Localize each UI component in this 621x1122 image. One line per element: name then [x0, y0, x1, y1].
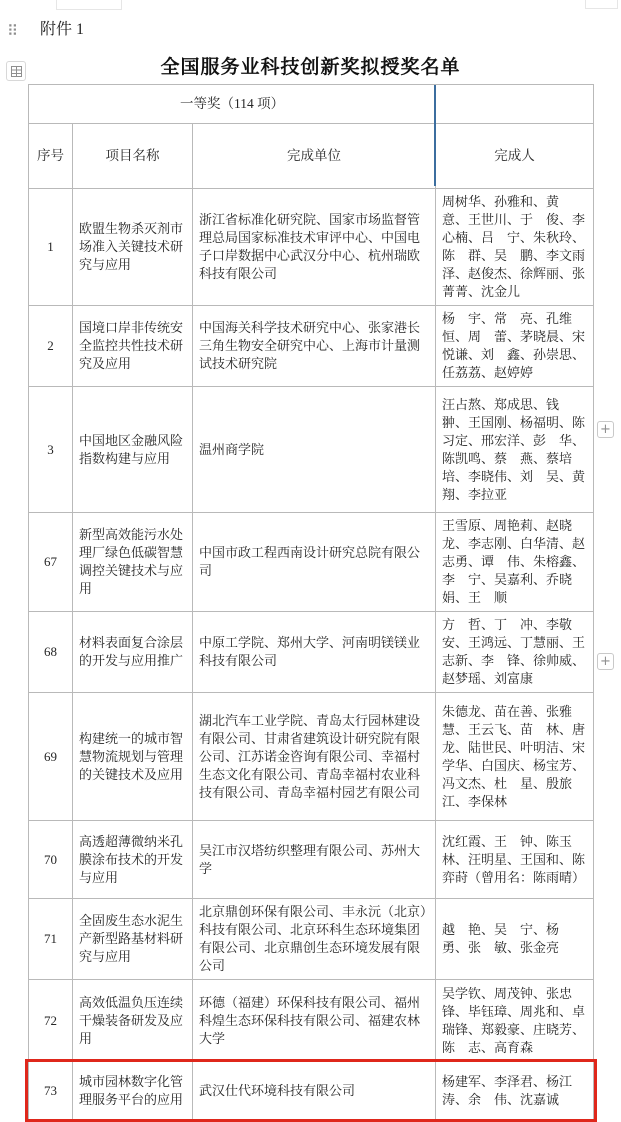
- attachment-label: 附件 1: [40, 21, 85, 38]
- cell-serial-number: 68: [29, 612, 73, 693]
- cell-project-name: 新型高效能污水处理厂绿色低碳智慧调控关键技术与应用: [73, 513, 193, 612]
- cell-completing-organizations: 湖北汽车工业学院、青岛太行园林建设有限公司、甘肃省建筑设计研究院有限公司、江苏诺金咨询有限公司、幸福村生态文化有限公司、青岛幸福村农业科技有限公司、青岛幸福村园艺有限公司: [193, 693, 436, 821]
- cell-project-name: 高透超薄微纳米孔膜涂布技术的开发与应用: [73, 821, 193, 899]
- cell-completing-organizations: 中原工学院、郑州大学、河南明镁镁业科技有限公司: [193, 612, 436, 693]
- cell-project-name: 构建统一的城市智慧物流规划与管理的关键技术及应用: [73, 693, 193, 821]
- column-header-no: 序号: [29, 124, 73, 189]
- cell-serial-number: 67: [29, 513, 73, 612]
- group-header-row: [29, 85, 594, 124]
- add-row-button[interactable]: +: [597, 421, 614, 438]
- drag-handle-icon[interactable]: ⠿: [7, 22, 18, 40]
- cell-project-name: 欧盟生物杀灭剂市场准入关键技术研究与应用: [73, 189, 193, 306]
- table-row: [29, 693, 594, 821]
- cell-completing-organizations: 环德（福建）环保科技有限公司、福州科煌生态环保科技有限公司、福建农林大学: [193, 980, 436, 1062]
- cell-completing-people: 王雪原、周艳莉、赵晓龙、李志刚、白华清、赵志勇、谭 伟、朱榕鑫、李 宁、吴嘉利、乔晓娟、王 顺: [436, 513, 594, 612]
- cell-serial-number: 70: [29, 821, 73, 899]
- group-header-empty-cell: [436, 85, 594, 124]
- add-row-button[interactable]: +: [597, 653, 614, 670]
- cell-completing-organizations: 温州商学院: [193, 387, 436, 513]
- cell-project-name: 高效低温负压连续干燥装备研发及应用: [73, 980, 193, 1062]
- cell-serial-number: 71: [29, 899, 73, 980]
- cell-completing-people: 周树华、孙雅和、黄 意、王世川、于 俊、李心楠、吕 宁、朱秋玲、陈 群、吴 鹏、李文雨泽、赵俊杰、徐辉丽、张菁菁、沈金儿: [436, 189, 594, 306]
- table-row: [29, 1062, 594, 1120]
- cell-serial-number: 69: [29, 693, 73, 821]
- award-table-body: [29, 189, 599, 1120]
- cell-serial-number: 72: [29, 980, 73, 1062]
- cell-serial-number: 3: [29, 387, 73, 513]
- cell-completing-organizations: 吴江市汉塔纺织整理有限公司、苏州大学: [193, 821, 436, 899]
- table-row: [29, 387, 594, 513]
- cell-completing-organizations: 浙江省标准化研究院、国家市场监督管理总局国家标准技术审评中心、中国电子口岸数据中心武汉分中心、杭州瑞欧科技有限公司: [193, 189, 436, 306]
- table-row: [29, 612, 594, 693]
- table-row: [29, 189, 594, 306]
- cell-completing-people: 吴学钦、周茂钟、张忠锋、毕钰璋、周兆和、卓瑞锋、郑毅豪、庄晓芳、陈 志、高育森: [436, 980, 594, 1062]
- column-header-people: 完成人: [436, 124, 594, 189]
- table-row: [29, 513, 594, 612]
- cell-serial-number: 2: [29, 306, 73, 387]
- cell-completing-people: 沈红霞、王 钟、陈玉林、汪明星、王国和、陈弈莳（曾用名：陈雨晴）: [436, 821, 594, 899]
- table-row: [29, 980, 594, 1062]
- cell-project-name: 城市园林数字化管理服务平台的应用: [73, 1062, 193, 1120]
- cell-completing-organizations: 中国市政工程西南设计研究总院有限公司: [193, 513, 436, 612]
- cell-serial-number: 73: [29, 1062, 73, 1120]
- column-header-project: 项目名称: [73, 124, 193, 189]
- cell-project-name: 全固废生态水泥生产新型路基材料研究与应用: [73, 899, 193, 980]
- column-header-org: 完成单位: [193, 124, 436, 189]
- cell-completing-people: 方 哲、丁 冲、李敬安、王鸿远、丁慧丽、王志新、李 锋、徐帅威、赵梦瑶、刘富康: [436, 612, 594, 693]
- cell-completing-organizations: 北京鼎创环保有限公司、丰永沅（北京）科技有限公司、北京环科生态环境集团有限公司、北京鼎创生态环境发展有限公司: [193, 899, 436, 980]
- page-edge-artifact: [585, 0, 618, 9]
- table-row: [29, 821, 594, 899]
- cell-completing-organizations: 中国海关科学技术研究中心、张家港长三角生物安全研究中心、上海市计量测试技术研究院: [193, 306, 436, 387]
- page-title: 全国服务业科技创新奖拟授奖名单: [160, 57, 461, 78]
- cell-completing-organizations: 武汉仕代环境科技有限公司: [193, 1062, 436, 1120]
- column-header-row: [29, 124, 594, 189]
- table-row: [29, 306, 594, 387]
- table-row: [29, 899, 594, 980]
- group-header-cell: 一等奖（114 项）: [29, 85, 436, 124]
- cell-completing-people: 杨建军、李泽君、杨江涛、余 伟、沈嘉诚: [436, 1062, 594, 1120]
- cell-project-name: 国境口岸非传统安全监控共性技术研究及应用: [73, 306, 193, 387]
- page-edge-artifact: [56, 0, 122, 10]
- cell-completing-people: 越 艳、吴 宁、杨 勇、张 敏、张金亮: [436, 899, 594, 980]
- cell-completing-people: 朱德龙、苗在善、张雅慧、王云飞、苗 林、唐 龙、陆世民、叶明洁、宋学华、白国庆、杨宝芳、冯文杰、杜 星、殷旅江、李保林: [436, 693, 594, 821]
- award-table: [28, 84, 599, 1120]
- cell-project-name: 中国地区金融风险指数构建与应用: [73, 387, 193, 513]
- cell-completing-people: 汪占熬、郑成思、钱 翀、王国刚、杨福明、陈习定、邢宏洋、彭 华、陈凯鸣、蔡 燕、蔡培培、李晓伟、刘 吴、黄 翔、李拉亚: [436, 387, 594, 513]
- cell-serial-number: 1: [29, 189, 73, 306]
- cell-completing-people: 杨 宇、常 亮、孔维恒、周 蕾、茅晓晨、宋悦谦、刘 鑫、孙崇思、任荔荔、赵婷婷: [436, 306, 594, 387]
- cell-project-name: 材料表面复合涂层的开发与应用推广: [73, 612, 193, 693]
